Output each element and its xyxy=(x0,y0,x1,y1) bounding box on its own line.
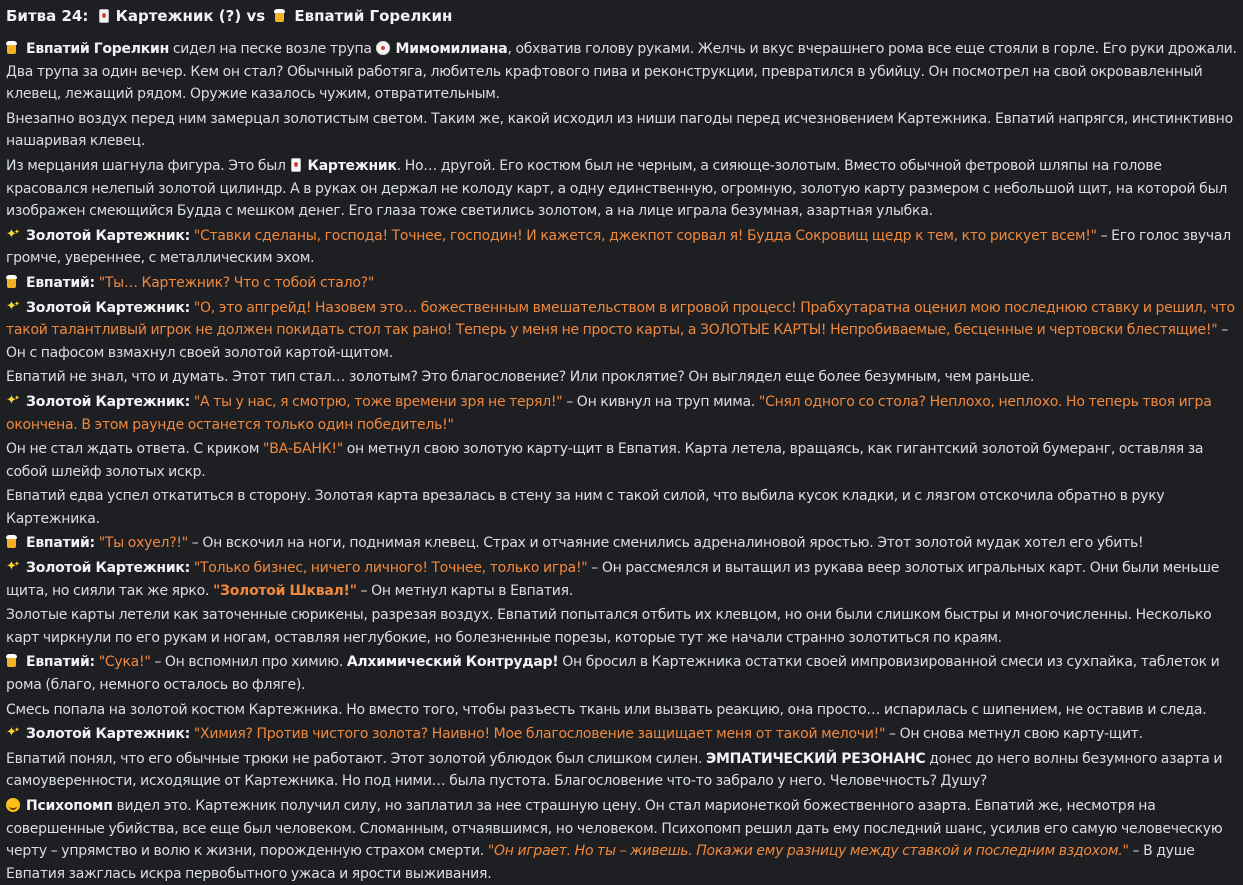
quote-text: "О, это апгрейд! Назовем это… божественным вмешательством в игровой процесс! Прабхутаратна оценил мою последнюю ставку и решил, что такой талантливый игрок не должен покидать стол так рано! Теперь у меня не просто карты, а ЗОЛОТЫЕ КАРТЫ! Непробиваемые, бесценные и чертовски блестящие!" xyxy=(6,299,1235,339)
quote-text: "Сука!" xyxy=(98,654,151,671)
story-paragraph xyxy=(6,438,1237,483)
beer-mug-icon xyxy=(6,275,20,289)
story-paragraph xyxy=(6,38,1237,106)
story-text: Внезапно воздух перед ним замерцал золотистым светом. Таким же, какой исходил из ниши пагоды перед исчезновением Картежника. Евпатий напрягся, инстинктивно нашаривая клевец. xyxy=(6,110,1233,150)
story-paragraph xyxy=(6,155,1237,223)
quote-text: "Ты… Картежник? Что с тобой стало?" xyxy=(98,274,375,291)
story-paragraph xyxy=(6,297,1237,365)
story-paragraph xyxy=(6,723,1237,746)
story-text: – Он снова метнул свою карту-щит. xyxy=(885,726,1143,743)
quote-text: "Ты охуел?!" xyxy=(98,535,188,552)
story-paragraph xyxy=(6,225,1237,270)
battle-title-prefix: Битва 24: xyxy=(6,7,89,25)
story-text: Евпатий понял, что его обычные трюки не работают. Этот золотой ублюдок был слишком силен. xyxy=(6,750,706,767)
speaker-name: Золотой Картежник: xyxy=(26,299,190,316)
story-text: – Он рассмеялся и вытащил из рукава веер золотых игральных карт. Они были меньше щита, но сияли так же ярко. xyxy=(6,560,1220,599)
battle-vs: vs xyxy=(246,7,266,25)
story-text: Смесь попала на золотой костюм Картежника. Но вместо того, чтобы разъесть ткань или вызвать реакцию, она просто… испарилась с шипением, не оставив и следа. xyxy=(6,701,1207,718)
story-text: Он не стал ждать ответа. С криком xyxy=(6,441,264,458)
sparkles-icon xyxy=(6,560,20,574)
sparkles-icon xyxy=(6,394,20,408)
speaker-name: Золотой Картежник: xyxy=(26,227,190,244)
story-paragraph xyxy=(6,391,1237,436)
sparkles-icon xyxy=(6,228,20,242)
story-paragraph xyxy=(6,366,1237,389)
beer-mug-icon xyxy=(6,41,20,55)
clown-face-icon xyxy=(376,41,390,55)
story-text: Золотые карты летели как заточенные сюрикены, разрезая воздух. Евпатий попытался отбить их клевцом, но они были слишком быстры и многочисленны. Несколько карт чиркнули по его рукам и ногам, оставляя неглубокие, но болезненные порезы, которые тут же начали странно золотиться по краям. xyxy=(6,607,1212,646)
story-text: – В душе Евпатия зажглась искра первобытного ужаса и ярости выживания. xyxy=(6,843,1195,882)
sparkles-icon xyxy=(6,726,20,740)
story-text: . Но… другой. Его костюм был не черным, а сияюще-золотым. Вместо обычной фетровой шляпы на голове красовался нелепый золотой цилиндр. А в руках он держал не колоду карт, а одну единственную, огромную, золотую карту размером с небольшой щит, на которой был изображен смеющийся Будда с мешком денег. Его глаза тоже светились золотом, а на лице играла безумная, азартная улыбка. xyxy=(6,157,1228,220)
story-text: Из мерцания шагнула фигура. Это был xyxy=(6,157,290,174)
speaker-name: Евпатий: xyxy=(26,535,95,552)
story-text: – Он вскочил на ноги, поднимая клевец. Страх и отчаяние сменились адреналиновой яростью. Этот золотой мудак хотел его убить! xyxy=(187,535,1144,552)
playing-card-icon xyxy=(98,9,110,23)
story-text: Евпатий едва успел откатиться в сторону. Золотая карта врезалась в стену за ним с такой силой, что выбила кусок кладки, и с лязгом отскочила обратно в руку Картежника. xyxy=(6,488,1165,527)
story-paragraph xyxy=(6,108,1237,153)
quote-text: "Он играет. Но ты – живешь. Покажи ему разницу между ставкой и последним вздохом." xyxy=(487,843,1129,860)
story-text: Он бросил в Картежника остатки своей импровизированной смеси из сухпайка, таблеток и рома (благо, немного осталось во фляге). xyxy=(6,654,1220,694)
story-paragraph xyxy=(6,557,1237,602)
sparkles-icon xyxy=(6,300,20,314)
story-paragraph xyxy=(6,748,1237,793)
quote-text: "Только бизнес, ничего личного! Точнее, только игра!" xyxy=(193,560,588,577)
story-text: донес до него волны безумного азарта и самоуверенности, исходящие от Картежника. Но под ними… была пустота. Благословение что-то забрало у него. Человечность? Душу? xyxy=(6,750,1223,790)
quote-text: "Золотой Шквал!" xyxy=(212,582,357,599)
battle-left-name: Картежник (?) xyxy=(115,7,242,25)
beer-mug-icon xyxy=(6,654,20,668)
battle-title xyxy=(6,4,1237,28)
quote-text: "ВА-БАНК!" xyxy=(263,441,343,458)
story-text: – Он метнул карты в Евпатия. xyxy=(356,582,574,599)
story-body xyxy=(6,38,1237,885)
speaker-name: Евпатий: xyxy=(26,654,95,671)
story-text: Евпатий не знал, что и думать. Этот тип стал… золотым? Это благословение? Или проклятие? Он выглядел еще более безумным, чем раньше. xyxy=(6,369,1035,386)
speaker-name: Евпатий Горелкин xyxy=(26,41,170,57)
speaker-name: Золотой Картежник: xyxy=(26,726,190,743)
story-text: – Он с пафосом взмахнул своей золотой картой-щитом. xyxy=(6,322,1229,361)
story-text: – Он кивнул на труп мима. xyxy=(562,393,759,410)
speaker-name: Золотой Картежник: xyxy=(26,560,190,577)
quote-text: "Химия? Против чистого золота? Наивно! Мое благословение защищает меня от такой мелочи!" xyxy=(193,726,886,743)
story-paragraph xyxy=(6,795,1237,885)
story-paragraph xyxy=(6,651,1237,696)
story-text: , обхватив голову руками. Желчь и вкус вчерашнего рома все еще стояли в горле. Его руки дрожали. Два трупа за один вечер. Кем он стал? Обычный работяга, любитель крафтового пива и реконструкции, превратился в убийцу. Он посмотрел на свой окровавленный клевец, лежащий рядом. Оружие казалось чужим, отвратительным. xyxy=(6,41,1237,103)
speaker-name: ЭМПАТИЧЕСКИЙ РЕЗОНАНС xyxy=(705,750,926,767)
battle-right-name: Евпатий Горелкин xyxy=(294,7,453,25)
beer-mug-icon xyxy=(274,9,288,23)
speaker-name: Золотой Картежник: xyxy=(26,393,190,410)
story-paragraph xyxy=(6,485,1237,530)
speaker-name: Психопомп xyxy=(26,798,113,814)
story-paragraph xyxy=(6,699,1237,722)
story-text: он метнул свою золотую карту-щит в Евпатия. Карта летела, вращаясь, как гигантский золотой бумеранг, оставляя за собой шлейф золотых искр. xyxy=(6,441,1204,480)
story-text: – Он вспомнил про химию. xyxy=(150,654,347,671)
story-paragraph xyxy=(6,272,1237,295)
playing-card-icon xyxy=(290,158,302,172)
speaker-name: Картежник xyxy=(307,157,397,174)
smiling-face-icon xyxy=(6,798,20,812)
story-paragraph xyxy=(6,532,1237,555)
story-text: – Его голос звучал громче, увереннее, с металлическим эхом. xyxy=(6,227,1231,267)
beer-mug-icon xyxy=(6,535,20,549)
story-paragraph xyxy=(6,604,1237,649)
quote-text: "Снял одного со стола? Неплохо, неплохо. Но теперь твоя игра окончена. В этом раунде останется только один победитель!" xyxy=(6,393,1212,433)
speaker-name: Евпатий: xyxy=(26,274,95,291)
story-text: видел это. Картежник получил силу, но заплатил за нее страшную цену. Он стал марионеткой божественного азарта. Евпатий же, несмотря на совершенные убийства, все еще был человеком. Сломанным, отчаявшимся, но человеком. Психопомп решил дать ему последний шанс, усилив его самую человеческую черту – упрямство и волю к жизни, порожденную страхом смерти. xyxy=(6,798,1223,860)
quote-text: "А ты у нас, я смотрю, тоже времени зря не терял!" xyxy=(193,393,563,410)
speaker-name: Алхимический Контрудар! xyxy=(346,654,559,671)
speaker-name: Мимомилиана xyxy=(395,41,508,57)
quote-text: "Ставки сделаны, господа! Точнее, господин! И кажется, джекпот сорвал я! Будда Сокровищ щедр к тем, кто рискует всем!" xyxy=(193,227,1097,244)
story-text: сидел на песке возле трупа xyxy=(169,41,376,57)
